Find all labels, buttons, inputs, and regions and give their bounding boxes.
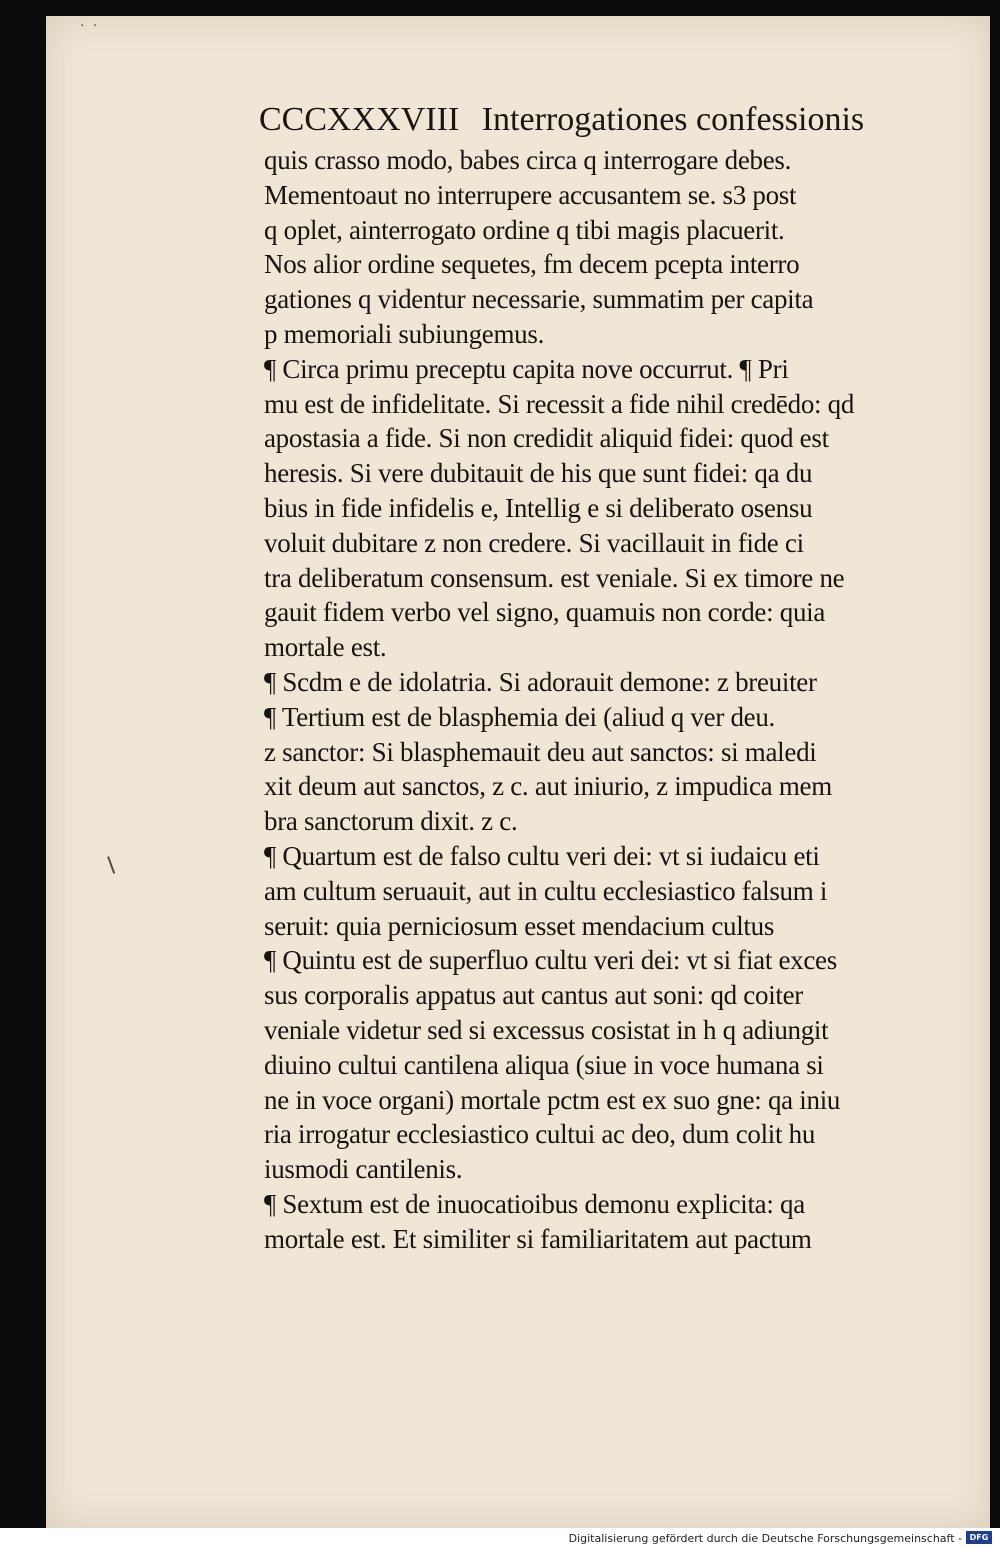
text-line: z sanctor: Si blasphemauit deu aut sanctos: si maledi (264, 736, 817, 767)
page-header (259, 98, 949, 142)
folio-number: CCCXXXVIII (259, 101, 460, 138)
text-line: ¶ Sextum est de inuocatioibus demonu explicita: qa (264, 1188, 805, 1219)
text-line: bius in fide infidelis e, Intellig e si deliberato osensu (264, 492, 813, 523)
funding-credit: Digitalisierung gefördert durch die Deutsche Forschungsgemeinschaft - (568, 1532, 962, 1545)
gutter-marks: · · (80, 18, 100, 34)
text-line: seruit: quia perniciosum esset mendacium cultus (264, 910, 775, 941)
text-line: iusmodi cantilenis. (264, 1154, 463, 1185)
text-line: heresis. Si vere dubitauit de his que sunt fidei: qa du (264, 458, 813, 489)
dfg-logo-icon: DFG (966, 1531, 992, 1544)
text-line: sus corporalis appatus aut cantus aut soni: qd coiter (264, 980, 803, 1011)
text-line: veniale videtur sed si excessus cosistat in h q adiungit (264, 1014, 829, 1045)
text-line: p memoriali subiungemus. (264, 318, 545, 349)
text-line: ¶ Tertium est de blasphemia dei (aliud q ver deu. (264, 701, 775, 732)
text-line: am cultum seruauit, aut in cultu ecclesiastico falsum i (264, 875, 828, 906)
text-line: q oplet, ainterrogato ordine q tibi magis placuerit. (264, 214, 785, 245)
text-line: ¶ Quintu est de superfluo cultu veri dei: vt si fiat exces (264, 945, 837, 976)
text-line: xit deum aut sanctos, z c. aut iniurio, z impudica mem (264, 771, 832, 802)
text-line: quis crasso modo, babes circa q interrogare debes. (264, 145, 792, 175)
text-line: Nos alior ordine sequetes, fm decem pcepta interro (264, 249, 800, 280)
text-line: ¶ Scdm e de idolatria. Si adorauit demone: z breuiter (264, 666, 817, 697)
text-line: gationes q videntur necessarie, summatim per capita (264, 284, 814, 315)
text-line: mortale est. (264, 632, 387, 663)
text-line: tra deliberatum consensum. est veniale. Si ex timore ne (264, 562, 845, 593)
text-line: bra sanctorum dixit. z c. (264, 806, 518, 837)
text-line: gauit fidem verbo vel signo, quamuis non corde: quia (264, 597, 826, 628)
text-line: mu est de infidelitate. Si recessit a fide nihil credēdo: qd (264, 388, 855, 419)
text-line: ¶ Circa primu preceptu capita nove occurrut. ¶ Pri (264, 353, 789, 384)
text-line: Mementoaut no interrupere accusantem se. s3 post (264, 179, 797, 210)
text-line: ria irrogatur ecclesiastico cultui ac deo, dum colit hu (264, 1119, 816, 1150)
running-title: Interrogationes confessionis (481, 101, 865, 138)
text-line: diuino cultui cantilena aliqua (siue in voce humana si (264, 1049, 824, 1080)
text-line: ne in voce organi) mortale pctm est ex suo gne: qa iniu (264, 1084, 841, 1115)
text-line: ¶ Quartum est de falso cultu veri dei: vt si iudaicu eti (264, 840, 820, 871)
text-line: voluit dubitare z non credere. Si vacillauit in fide ci (264, 527, 804, 558)
text-line: apostasia a fide. Si non credidit aliquid fidei: quod est (264, 423, 829, 454)
body-text (264, 143, 960, 1257)
text-line: mortale est. Et similiter si familiaritatem aut pactum (264, 1223, 812, 1254)
